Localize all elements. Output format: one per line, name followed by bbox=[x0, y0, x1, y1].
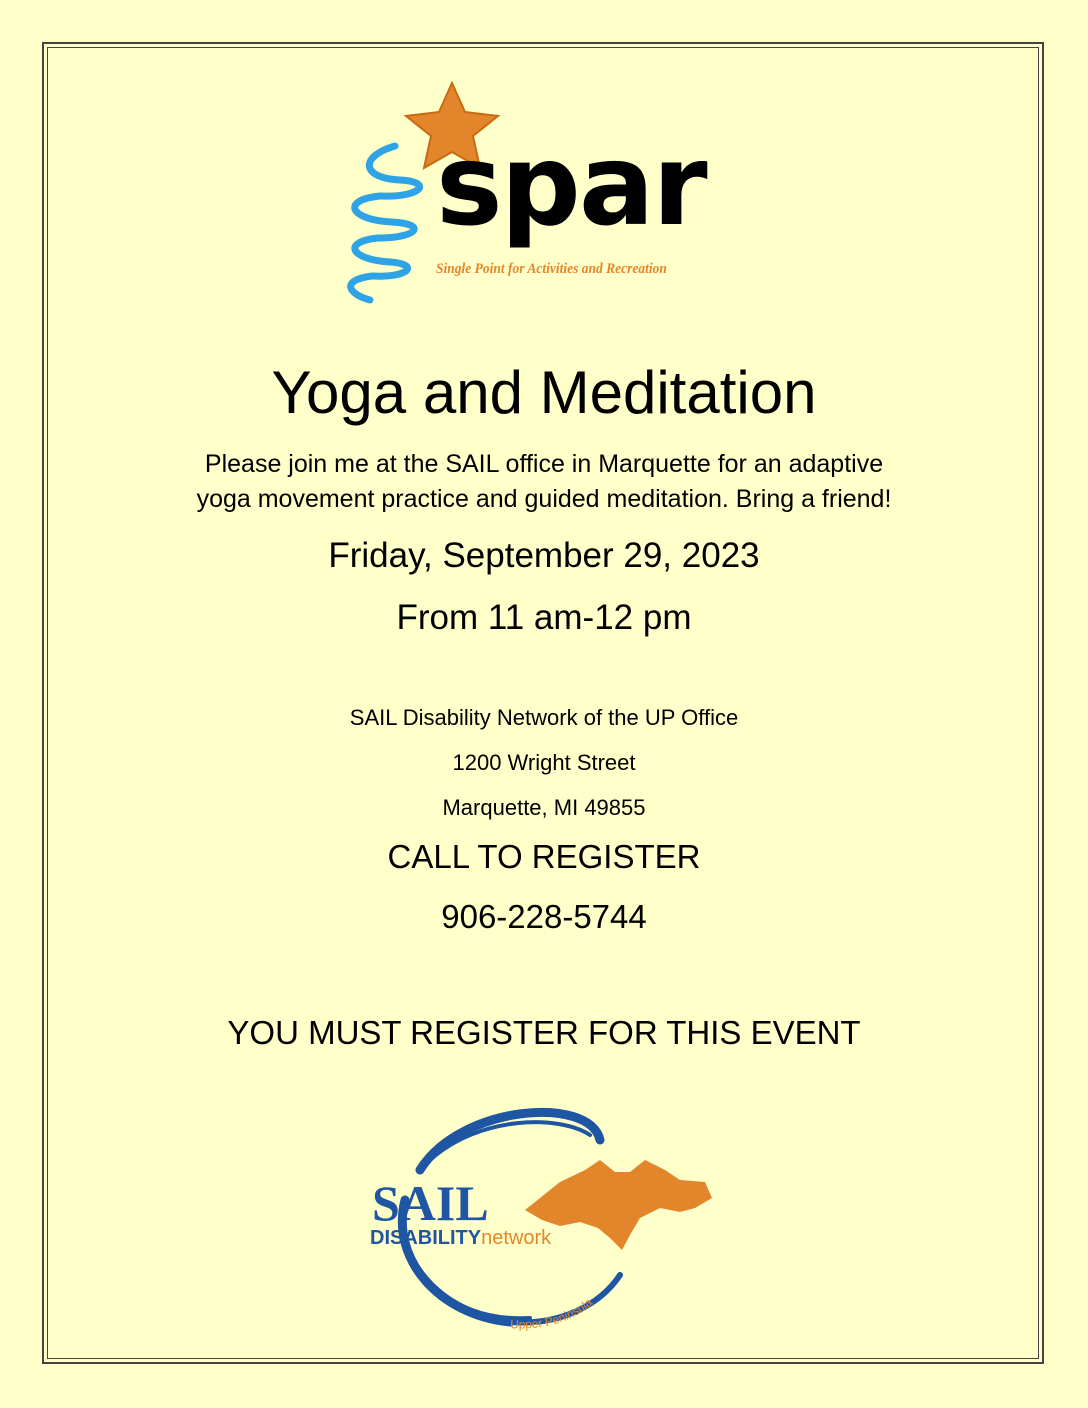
spar-tagline: Single Point for Activities and Recreation bbox=[436, 261, 667, 277]
event-intro-line-1: Please join me at the SAIL office in Marquette for an adaptive bbox=[204, 450, 884, 478]
location-street: 1200 Wright Street bbox=[452, 750, 636, 775]
event-date: Friday, September 29, 2023 bbox=[328, 536, 760, 575]
registration-notice: YOU MUST REGISTER FOR THIS EVENT bbox=[227, 1014, 861, 1051]
sail-subtitle-bold: DISABILITY bbox=[370, 1227, 482, 1249]
sail-subtitle bbox=[370, 1228, 551, 1248]
region-label: Upper Peninsula bbox=[509, 1295, 596, 1332]
event-time: From 11 am-12 pm bbox=[396, 598, 692, 637]
spar-logo bbox=[340, 78, 760, 318]
sail-wordmark: SAIL bbox=[372, 1175, 489, 1231]
event-intro-line-2: yoga movement practice and guided meditation. Bring a friend! bbox=[196, 485, 892, 513]
sail-logo bbox=[360, 1100, 740, 1340]
location-city: Marquette, MI 49855 bbox=[442, 795, 646, 820]
upper-peninsula-shape bbox=[525, 1160, 712, 1250]
location-name: SAIL Disability Network of the UP Office bbox=[349, 705, 739, 730]
spar-wordmark: spar bbox=[436, 121, 706, 251]
call-to-register: CALL TO REGISTER bbox=[387, 838, 701, 875]
event-title: Yoga and Meditation bbox=[271, 359, 817, 426]
sail-subtitle-light: network bbox=[481, 1227, 552, 1249]
phone-number[interactable]: 906-228-5744 bbox=[441, 898, 647, 935]
